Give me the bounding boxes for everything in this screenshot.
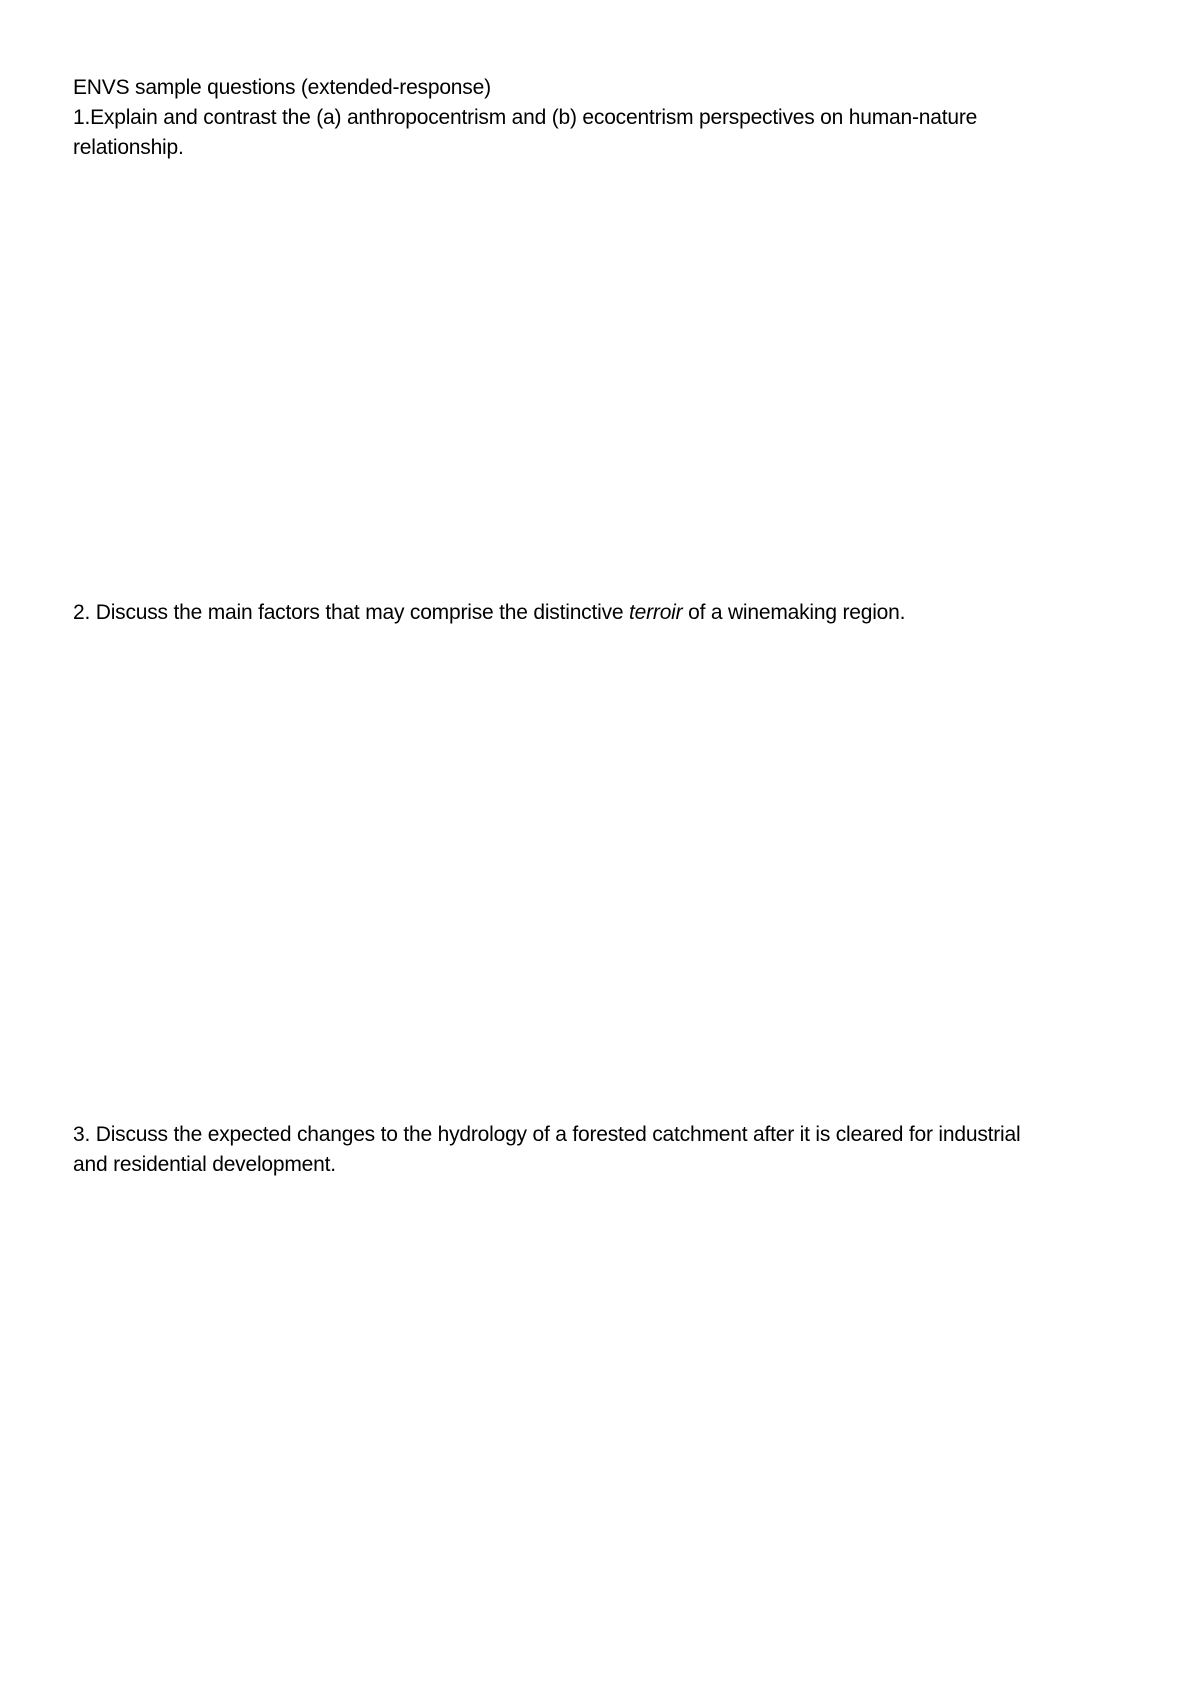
question-1-line-2: relationship. [73,136,184,159]
question-2-italic-term: terroir [629,601,683,624]
question-1-line-1: 1.Explain and contrast the (a) anthropocentrism and (b) ecocentrism perspectives on human-nature [73,106,978,129]
question-2-text [73,598,1113,628]
document-title: ENVS sample questions (extended-response) [73,76,491,99]
question-2-after: of a winemaking region. [682,601,906,624]
question-2-before: 2. Discuss the main factors that may comprise the distinctive [73,601,629,624]
question-3-line-1: 3. Discuss the expected changes to the hydrology of a forested catchment after it is cleared for industrial [73,1123,1021,1146]
question-3 [73,1120,1113,1180]
header-block [73,73,1113,163]
question-3-line-2: and residential development. [73,1153,336,1176]
question-2 [73,598,1113,628]
